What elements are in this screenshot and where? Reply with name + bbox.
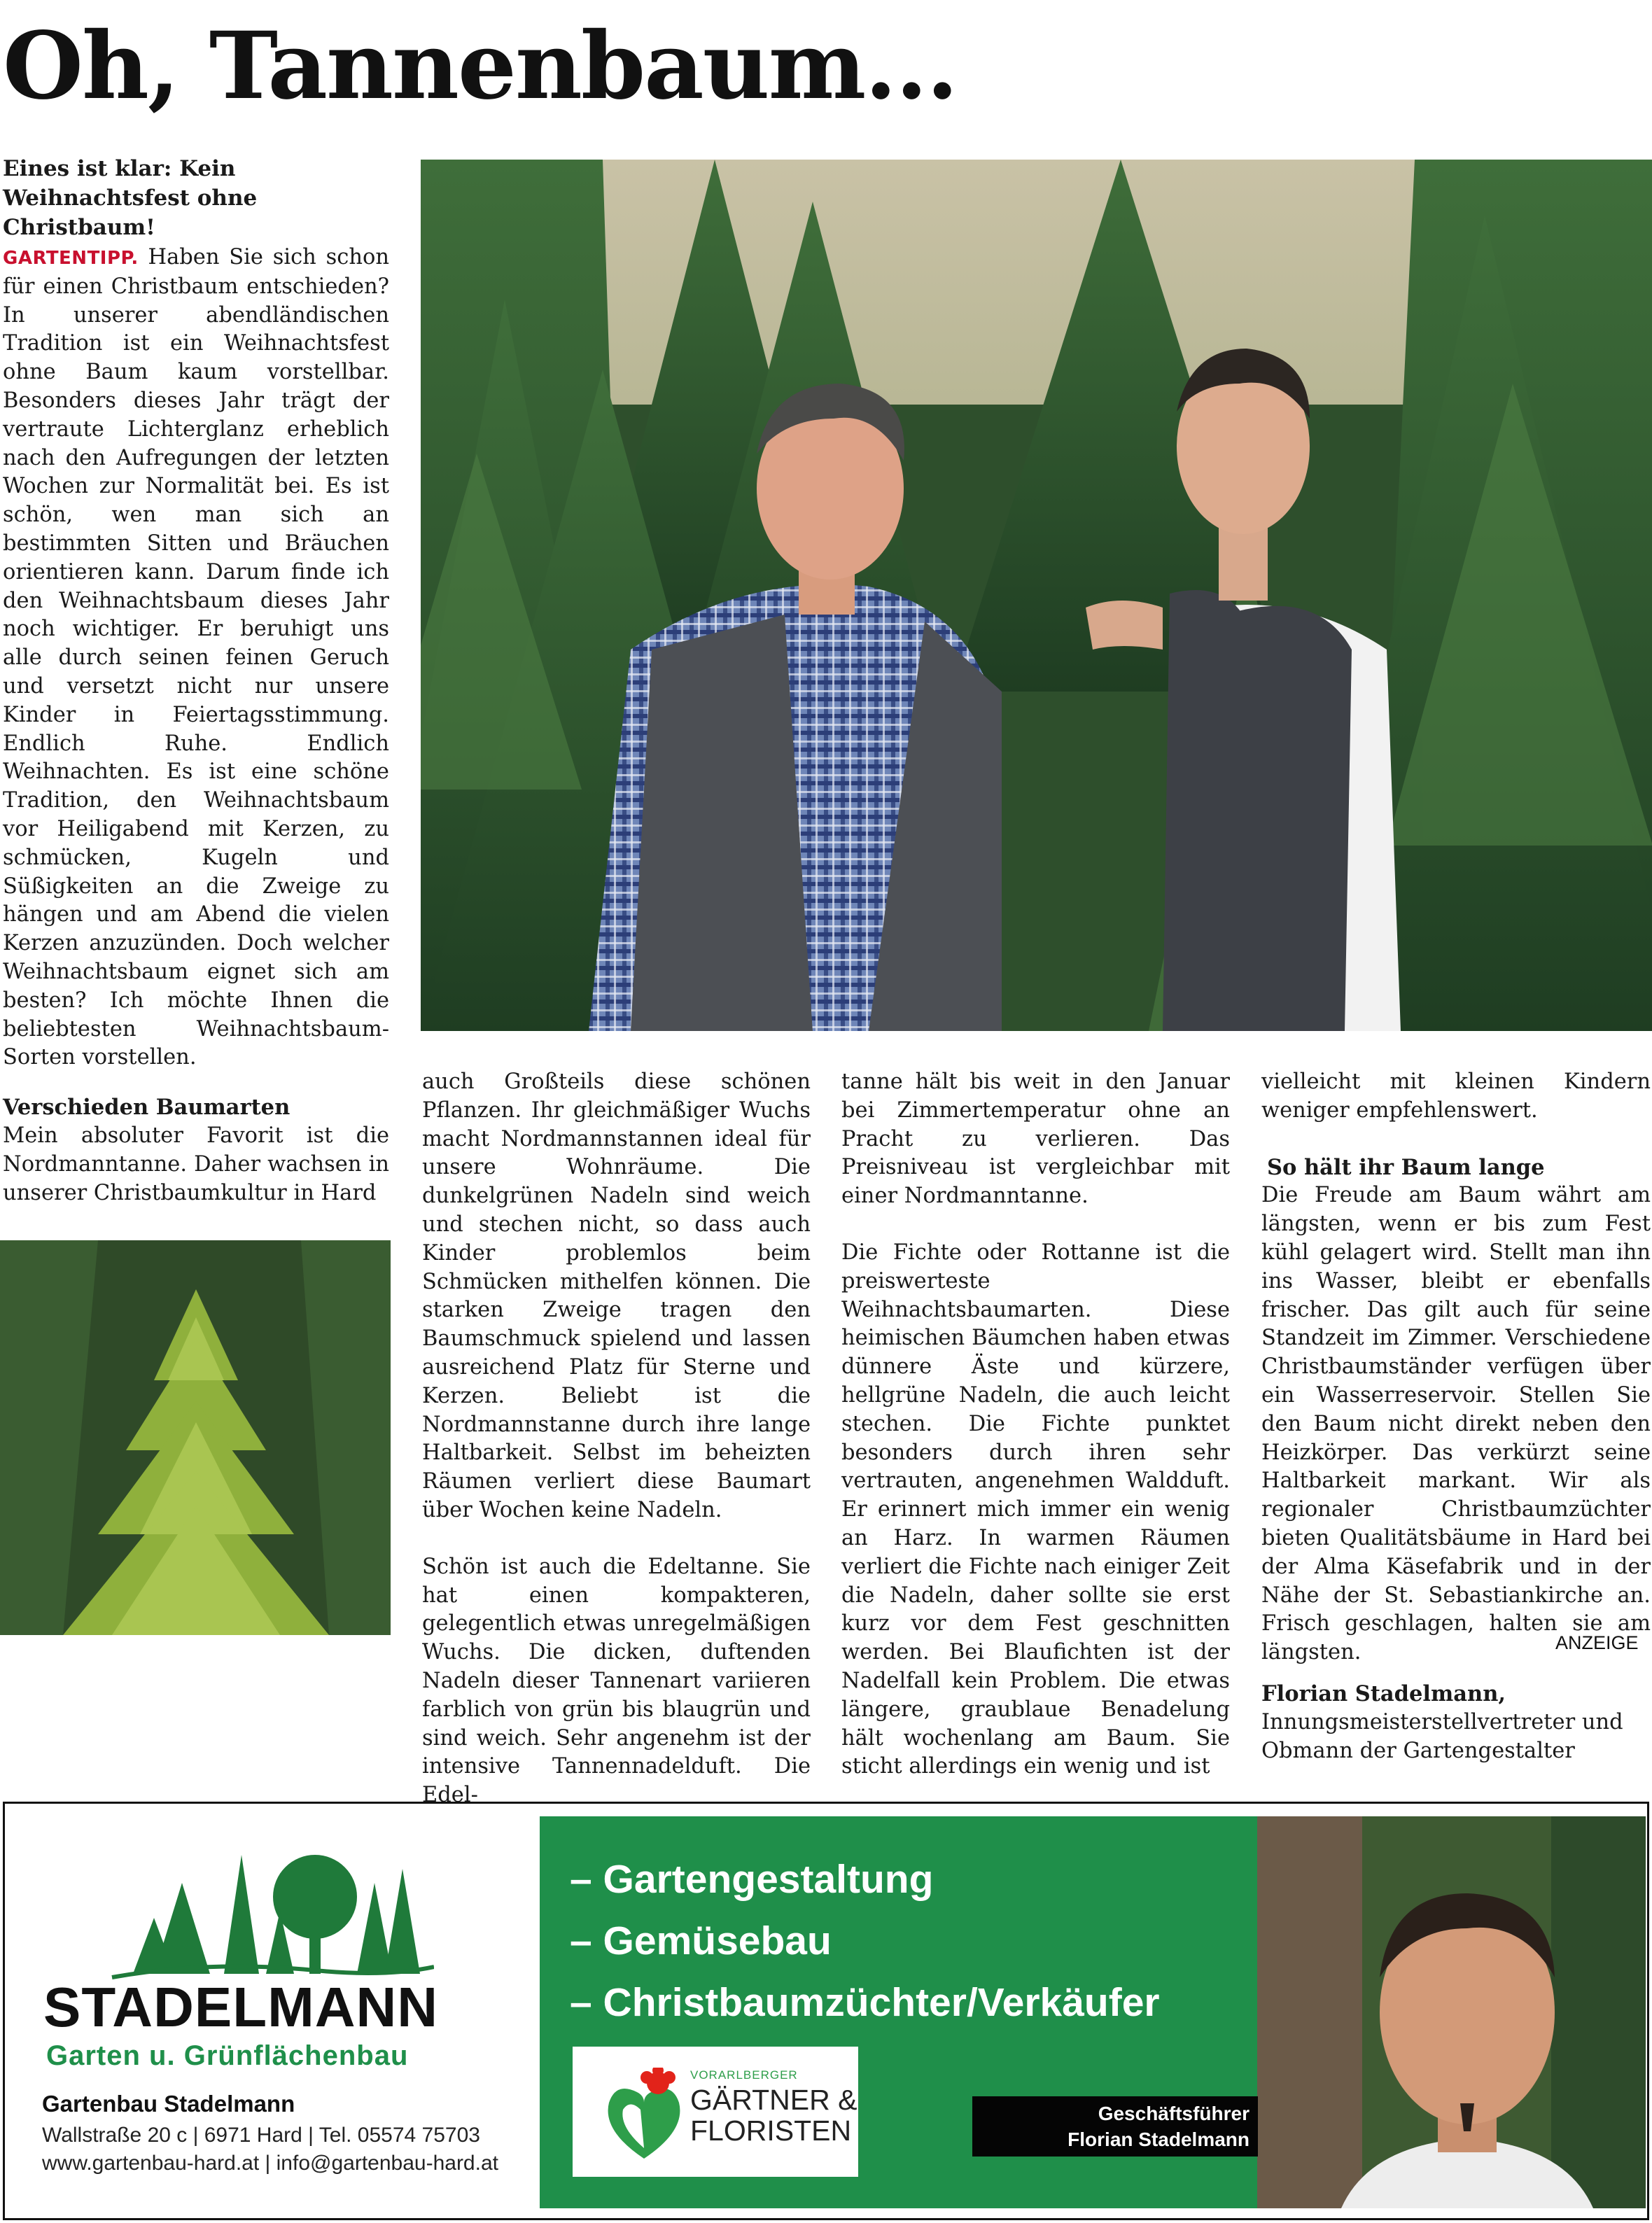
column-4 <box>1261 1068 1651 1667</box>
caption-name: Florian Stadelmann <box>1068 2129 1250 2150</box>
photo-portrait <box>1257 1816 1646 2208</box>
intro-paragraph: Haben Sie sich schon für einen Christbaum entschieden? In unserer abendländischen Tradition ist ein Weihnachtsfest ohne Baum kaum vorstellbar. Besonders dieses Jahr trägt der vertraute Lichterglanz erheblich nach den Aufregungen der letzten Wochen zur Normalität bei. Es ist schön, wen man sich an bestimmten Sitten und Bräuchen orientieren kann. Darum finde ich den Weihnachtsbaum dieses Jahr noch wichtiger. Er beruhigt uns alle durch seinen feinen Geruch und versetzt nicht nur unsere Kinder in Feiertagsstimmung. Endlich Ruhe. Endlich Weihnachten. Es ist eine schöne Tradition, den Weihnachtsbaum vor Heiligabend mit Kerzen, zu schmücken, Kugeln und Süßigkeiten an die Zweige zu hängen und am Abend die vielen Kerzen anzuzünden. Doch welcher Weihnachtsbaum eignet sich am besten? Ich möchte Ihnen die beliebtesten Weihnachtsbaum-Sorten vorstellen. <box>3 245 389 1070</box>
portrait-photo <box>1257 1816 1646 2208</box>
ad-tagline: Garten u. Grünflächenbau <box>46 2040 409 2071</box>
column-1-intro <box>3 244 389 1207</box>
author-role: Innungsmeisterstellvertreter und Obmann der Gartengestalter <box>1261 1710 1623 1763</box>
subhead-baumarten: Verschieden Baumarten <box>3 1095 290 1121</box>
col4-paragraph-2: Die Freude am Baum währt am längsten, wenn er bis zum Fest kühl gelagert wird. Stellt man ihn ins Wasser, bleibt er ebenfalls frischer. Das gilt auch für seine Standzeit im Zimmer. Verschiedene Christbaumständer verfügen über ein Wasserreservoir. Stellen Sie den Baum nicht direkt neben den Heizkörper. Das verkürzt seine Haltbarkeit markant. Wir als regionaler Christbaumzüchter bieten Qualitätsbäume in Hard bei der Alma Käsefabrik und in der Nähe der St. Sebastiankirche an. Frisch geschlagen, halten sie am längsten. <box>1261 1183 1651 1665</box>
ad-address: Wallstraße 20 c | 6971 Hard | Tel. 05574 75703 <box>42 2124 480 2147</box>
guild-logo <box>573 2047 858 2177</box>
heart-flower-icon <box>602 2068 686 2166</box>
guild-line-2: FLORISTEN <box>690 2115 852 2147</box>
ad-company: Gartenbau Stadelmann <box>42 2091 295 2117</box>
stadelmann-logo <box>105 1841 434 1981</box>
paragraph-favorit: Mein absoluter Favorit ist die Nordmanntanne. Daher wachsen in unserer Christbaumkultur in Hard <box>3 1123 389 1205</box>
service-item: – Gemüsebau <box>570 1919 832 1963</box>
col3-paragraph-1: tanne hält bis weit in den Januar bei Zimmertemperatur ohne an Pracht zu verlieren. Das Preisniveau ist vergleichbar mit einer Nordmanntanne. <box>841 1070 1230 1209</box>
fir-tree-photo <box>0 1240 391 1635</box>
col4-paragraph-1: vielleicht mit kleinen Kindern weniger empfehlenswert. <box>1261 1070 1651 1123</box>
photo-fir-tree <box>0 1240 391 1635</box>
headline: Oh, Tannenbaum... <box>3 12 958 120</box>
main-photo <box>421 160 1652 1031</box>
col2-paragraph-1: auch Großteils diese schönen Pflanzen. Ihr gleichmäßiger Wuchs macht Nordmannstannen ideal für unsere Wohnräume. Die dunkelgrünen Nadeln sind weich und stechen nicht, so dass auch Kinder problemlos beim Schmücken mithelfen können. Die starken Zweige tragen den Baumschmuck spielend und lassen ausreichend Platz für Sterne und Kerzen. Beliebt ist die Nordmannstanne durch ihre lange Haltbarkeit. Selbst im beheizten Räumen verliert diese Baumart über Wochen keine Nadeln. <box>422 1070 811 1522</box>
service-item: – Gartengestaltung <box>570 1857 934 1902</box>
guild-small-text: VORARLBERGER <box>690 2068 798 2082</box>
ad-web: www.gartenbau-hard.at | info@gartenbau-hard.at <box>42 2152 498 2175</box>
guild-line-1: GÄRTNER & <box>690 2084 858 2116</box>
photo-trees-men <box>421 160 1652 1031</box>
lead-text: Eines ist klar: Kein Weihnachtsfest ohne Christbaum! <box>3 156 258 240</box>
col2-paragraph-2: Schön ist auch die Edeltanne. Sie hat einen kompakteren, gelegentlich etwas unregelmäßigen Wuchs. Die dicken, duftenden Nadeln dieser Tannenart variieren farblich von grün bis blaugrün und sind weich. Sehr angenehm ist der intensive Tannennadelduft. Die Edel- <box>422 1554 811 1808</box>
subhead-lange: So hält ihr Baum lange <box>1267 1154 1545 1180</box>
col3-paragraph-2: Die Fichte oder Rottanne ist die preiswerteste Weihnachtsbaumarten. Diese heimischen Bäumchen haben etwas dünnere Äste und kürzere, hellgrüne Nadeln, die auch leicht stechen. Die Fichte punktet besonders durch ihren sehr vertrauten, angenehmen Waldduft. Er erinnert mich immer ein wenig an Harz. In warmen Räumen verliert die Fichte nach einiger Zeit die Nadeln, daher sollte sie erst kurz vor dem Fest geschnitten werden. Bei Blaufichten ist der Nadelfall kein Problem. Die etwas längere, graublaue Benadelung hält wochenlang am Baum. Sie sticht allerdings ein wenig und ist <box>841 1240 1230 1779</box>
service-item: – Christbaumzüchter/Verkäufer <box>570 1980 1160 2025</box>
column-3 <box>841 1068 1230 1781</box>
anzeige-label: ANZEIGE <box>1555 1632 1639 1653</box>
caption-role: Geschäftsführer <box>1098 2103 1250 2124</box>
ad-brand: STADELMANN <box>43 1976 439 2038</box>
author-name: Florian Stadelmann, <box>1261 1681 1506 1706</box>
kicker-label: GARTENTIPP. <box>3 248 139 269</box>
logo-trees-icon <box>105 1841 434 1981</box>
column-2 <box>422 1068 811 1810</box>
